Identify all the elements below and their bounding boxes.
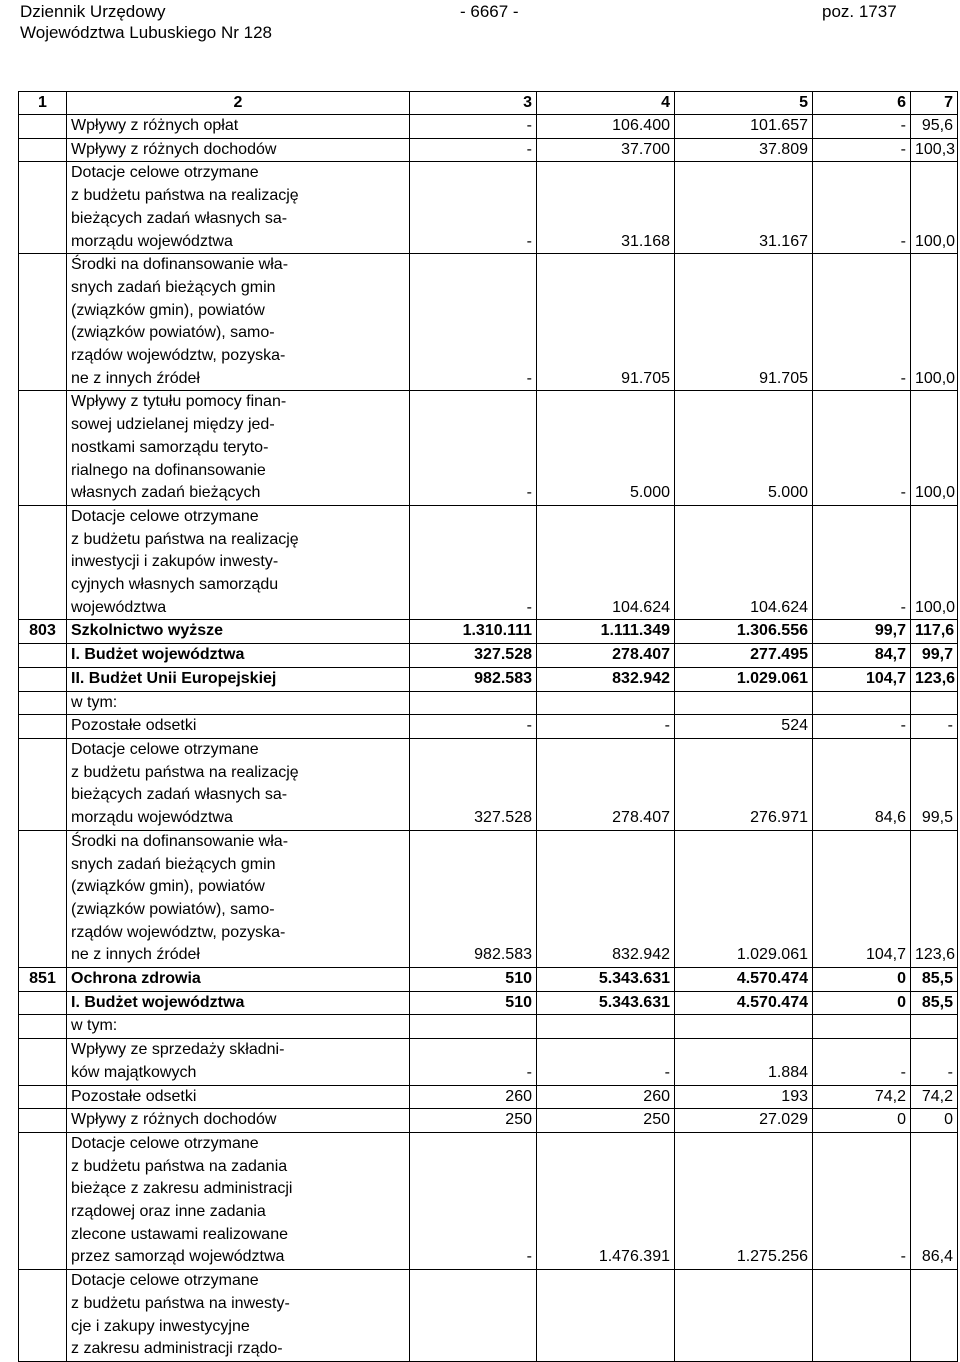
cell-col7: 99,5 bbox=[911, 738, 958, 830]
row-description: Wpływy z różnych opłat bbox=[67, 115, 410, 139]
cell-col6: - bbox=[813, 505, 911, 620]
cell-col4: 278.407 bbox=[537, 738, 675, 830]
cell-col7: 74,2 bbox=[911, 1085, 958, 1109]
cell-col4: 832.942 bbox=[537, 830, 675, 967]
table-row bbox=[19, 1015, 958, 1039]
cell-col4: 832.942 bbox=[537, 667, 675, 691]
cell-col4: 5.000 bbox=[537, 391, 675, 506]
cell-col3: 327.528 bbox=[410, 644, 537, 668]
row-description: II. Budżet Unii Europejskiej bbox=[67, 667, 410, 691]
cell-col6: 99,7 bbox=[813, 620, 911, 644]
row-code bbox=[19, 830, 67, 967]
table-row bbox=[19, 1270, 958, 1362]
row-code: 803 bbox=[19, 620, 67, 644]
table-row bbox=[19, 644, 958, 668]
column-header-row bbox=[19, 92, 958, 115]
cell-col5: 5.000 bbox=[675, 391, 813, 506]
row-description: Dotacje celowe otrzymane z budżetu państwa na realizację bieżących zadań własnych sa- morządu województwa bbox=[67, 738, 410, 830]
row-code bbox=[19, 644, 67, 668]
cell-col3: - bbox=[410, 715, 537, 739]
cell-col6: - bbox=[813, 162, 911, 254]
column-header: 3 bbox=[410, 92, 537, 115]
row-code bbox=[19, 667, 67, 691]
table-row bbox=[19, 715, 958, 739]
row-code: 851 bbox=[19, 968, 67, 992]
table-row bbox=[19, 254, 958, 391]
cell-col7 bbox=[911, 691, 958, 715]
cell-col4: 31.168 bbox=[537, 162, 675, 254]
row-code bbox=[19, 691, 67, 715]
row-description: Dotacje celowe otrzymane z budżetu państwa na realizację inwestycji i zakupów inwesty- cyjnych własnych samorządu województwa bbox=[67, 505, 410, 620]
cell-col4: 1.111.349 bbox=[537, 620, 675, 644]
cell-col7: 100,0 bbox=[911, 162, 958, 254]
cell-col6 bbox=[813, 691, 911, 715]
budget-table bbox=[18, 91, 958, 1362]
column-header: 4 bbox=[537, 92, 675, 115]
cell-col7: 86,4 bbox=[911, 1132, 958, 1269]
cell-col3: - bbox=[410, 254, 537, 391]
cell-col4 bbox=[537, 1270, 675, 1362]
row-description: Wpływy z tytułu pomocy finan- sowej udzielanej między jed- nostkami samorządu teryto- rialnego na dofinansowanie własnych zadań bieżących bbox=[67, 391, 410, 506]
table-row bbox=[19, 138, 958, 162]
table-row bbox=[19, 505, 958, 620]
table-row bbox=[19, 391, 958, 506]
cell-col3: - bbox=[410, 1039, 537, 1085]
cell-col7: 95,6 bbox=[911, 115, 958, 139]
table-row bbox=[19, 738, 958, 830]
row-code bbox=[19, 1015, 67, 1039]
row-description: Środki na dofinansowanie wła- snych zadań bieżących gmin (związków gmin), powiatów (związków powiatów), samo- rządów województw, pozyska- ne z innych źródeł bbox=[67, 254, 410, 391]
row-description: w tym: bbox=[67, 1015, 410, 1039]
row-code bbox=[19, 738, 67, 830]
table-row bbox=[19, 620, 958, 644]
cell-col5: 4.570.474 bbox=[675, 991, 813, 1015]
cell-col3: 250 bbox=[410, 1109, 537, 1133]
cell-col7: 100,0 bbox=[911, 254, 958, 391]
row-description: Dotacje celowe otrzymane z budżetu państwa na zadania bieżące z zakresu administracji rządowej oraz inne zadania zlecone ustawami realizowane przez samorząd województwa bbox=[67, 1132, 410, 1269]
row-description: Dotacje celowe otrzymane z budżetu państwa na realizację bieżących zadań własnych sa- morządu województwa bbox=[67, 162, 410, 254]
cell-col3 bbox=[410, 1270, 537, 1362]
cell-col5: 27.029 bbox=[675, 1109, 813, 1133]
cell-col7: - bbox=[911, 1039, 958, 1085]
table-row bbox=[19, 1109, 958, 1133]
cell-col4: 5.343.631 bbox=[537, 968, 675, 992]
row-description: Pozostałe odsetki bbox=[67, 1085, 410, 1109]
cell-col4: 104.624 bbox=[537, 505, 675, 620]
cell-col4: 250 bbox=[537, 1109, 675, 1133]
journal-title: Dziennik Urzędowy bbox=[20, 2, 166, 21]
row-description: I. Budżet województwa bbox=[67, 644, 410, 668]
row-code bbox=[19, 1039, 67, 1085]
cell-col7: 100,3 bbox=[911, 138, 958, 162]
cell-col5: 193 bbox=[675, 1085, 813, 1109]
column-header: 2 bbox=[67, 92, 410, 115]
cell-col5: 31.167 bbox=[675, 162, 813, 254]
cell-col6 bbox=[813, 1270, 911, 1362]
cell-col5: 4.570.474 bbox=[675, 968, 813, 992]
cell-col6: - bbox=[813, 254, 911, 391]
cell-col4: - bbox=[537, 1039, 675, 1085]
table-row bbox=[19, 162, 958, 254]
cell-col4: 278.407 bbox=[537, 644, 675, 668]
cell-col5 bbox=[675, 1270, 813, 1362]
cell-col6: 0 bbox=[813, 968, 911, 992]
row-code bbox=[19, 254, 67, 391]
cell-col5: 104.624 bbox=[675, 505, 813, 620]
row-description: Wpływy z różnych dochodów bbox=[67, 138, 410, 162]
cell-col3 bbox=[410, 691, 537, 715]
cell-col4: 5.343.631 bbox=[537, 991, 675, 1015]
table-row bbox=[19, 991, 958, 1015]
row-code bbox=[19, 162, 67, 254]
page-number: - 6667 - bbox=[460, 2, 519, 21]
cell-col3: - bbox=[410, 138, 537, 162]
cell-col7: 117,6 bbox=[911, 620, 958, 644]
row-code bbox=[19, 505, 67, 620]
cell-col4: - bbox=[537, 715, 675, 739]
table-row bbox=[19, 691, 958, 715]
cell-col7: 123,6 bbox=[911, 667, 958, 691]
cell-col7 bbox=[911, 1015, 958, 1039]
row-description: w tym: bbox=[67, 691, 410, 715]
row-code bbox=[19, 715, 67, 739]
cell-col6: - bbox=[813, 1039, 911, 1085]
table-row bbox=[19, 1039, 958, 1085]
cell-col5: 1.306.556 bbox=[675, 620, 813, 644]
cell-col5: 277.495 bbox=[675, 644, 813, 668]
cell-col6: 104,7 bbox=[813, 830, 911, 967]
cell-col6: 84,7 bbox=[813, 644, 911, 668]
cell-col5: 1.275.256 bbox=[675, 1132, 813, 1269]
cell-col4: 1.476.391 bbox=[537, 1132, 675, 1269]
cell-col7: 100,0 bbox=[911, 505, 958, 620]
cell-col6: - bbox=[813, 391, 911, 506]
cell-col7: 99,7 bbox=[911, 644, 958, 668]
row-code bbox=[19, 138, 67, 162]
cell-col3 bbox=[410, 1015, 537, 1039]
cell-col5: 91.705 bbox=[675, 254, 813, 391]
cell-col6 bbox=[813, 1015, 911, 1039]
cell-col3: 510 bbox=[410, 991, 537, 1015]
row-code bbox=[19, 1132, 67, 1269]
row-description: Dotacje celowe otrzymane z budżetu państwa na inwesty- cje i zakupy inwestycyjne z zakresu administracji rządo- bbox=[67, 1270, 410, 1362]
table-row bbox=[19, 968, 958, 992]
cell-col6: 104,7 bbox=[813, 667, 911, 691]
cell-col5: 1.884 bbox=[675, 1039, 813, 1085]
cell-col4 bbox=[537, 691, 675, 715]
row-code bbox=[19, 1085, 67, 1109]
cell-col3: - bbox=[410, 505, 537, 620]
cell-col4 bbox=[537, 1015, 675, 1039]
cell-col3: 510 bbox=[410, 968, 537, 992]
cell-col6: - bbox=[813, 115, 911, 139]
cell-col6: 74,2 bbox=[813, 1085, 911, 1109]
journal-subtitle: Województwa Lubuskiego Nr 128 bbox=[20, 23, 272, 42]
table-row bbox=[19, 1132, 958, 1269]
row-description: Pozostałe odsetki bbox=[67, 715, 410, 739]
row-description: Wpływy z różnych dochodów bbox=[67, 1109, 410, 1133]
cell-col6: - bbox=[813, 138, 911, 162]
cell-col4: 91.705 bbox=[537, 254, 675, 391]
row-code bbox=[19, 1109, 67, 1133]
column-header: 7 bbox=[911, 92, 958, 115]
cell-col7: 100,0 bbox=[911, 391, 958, 506]
cell-col5: 1.029.061 bbox=[675, 667, 813, 691]
cell-col3: - bbox=[410, 391, 537, 506]
column-header: 1 bbox=[19, 92, 67, 115]
cell-col4: 260 bbox=[537, 1085, 675, 1109]
cell-col6: 84,6 bbox=[813, 738, 911, 830]
cell-col3: 982.583 bbox=[410, 830, 537, 967]
cell-col6: - bbox=[813, 1132, 911, 1269]
cell-col3: 982.583 bbox=[410, 667, 537, 691]
position-number: poz. 1737 bbox=[822, 2, 897, 21]
cell-col6: 0 bbox=[813, 991, 911, 1015]
row-description: I. Budżet województwa bbox=[67, 991, 410, 1015]
cell-col7 bbox=[911, 1270, 958, 1362]
table-row bbox=[19, 1085, 958, 1109]
cell-col6: - bbox=[813, 715, 911, 739]
column-header: 5 bbox=[675, 92, 813, 115]
cell-col5: 101.657 bbox=[675, 115, 813, 139]
row-code bbox=[19, 391, 67, 506]
cell-col5 bbox=[675, 691, 813, 715]
cell-col3: - bbox=[410, 1132, 537, 1269]
cell-col3: - bbox=[410, 115, 537, 139]
row-code bbox=[19, 115, 67, 139]
row-description: Wpływy ze sprzedaży składni- ków majątkowych bbox=[67, 1039, 410, 1085]
cell-col3: 260 bbox=[410, 1085, 537, 1109]
cell-col5: 1.029.061 bbox=[675, 830, 813, 967]
row-code bbox=[19, 1270, 67, 1362]
cell-col4: 37.700 bbox=[537, 138, 675, 162]
cell-col5: 37.809 bbox=[675, 138, 813, 162]
cell-col4: 106.400 bbox=[537, 115, 675, 139]
cell-col7: 85,5 bbox=[911, 968, 958, 992]
cell-col3: 327.528 bbox=[410, 738, 537, 830]
cell-col3: - bbox=[410, 162, 537, 254]
cell-col7: 0 bbox=[911, 1109, 958, 1133]
row-description: Ochrona zdrowia bbox=[67, 968, 410, 992]
table-row bbox=[19, 115, 958, 139]
cell-col5 bbox=[675, 1015, 813, 1039]
column-header: 6 bbox=[813, 92, 911, 115]
cell-col6: 0 bbox=[813, 1109, 911, 1133]
row-code bbox=[19, 991, 67, 1015]
cell-col5: 276.971 bbox=[675, 738, 813, 830]
cell-col7: 85,5 bbox=[911, 991, 958, 1015]
cell-col7: 123,6 bbox=[911, 830, 958, 967]
cell-col3: 1.310.111 bbox=[410, 620, 537, 644]
table-row bbox=[19, 667, 958, 691]
row-description: Środki na dofinansowanie wła- snych zadań bieżących gmin (związków gmin), powiatów (związków powiatów), samo- rządów województw, pozyska- ne z innych źródeł bbox=[67, 830, 410, 967]
cell-col7: - bbox=[911, 715, 958, 739]
cell-col5: 524 bbox=[675, 715, 813, 739]
table-row bbox=[19, 830, 958, 967]
row-description: Szkolnictwo wyższe bbox=[67, 620, 410, 644]
